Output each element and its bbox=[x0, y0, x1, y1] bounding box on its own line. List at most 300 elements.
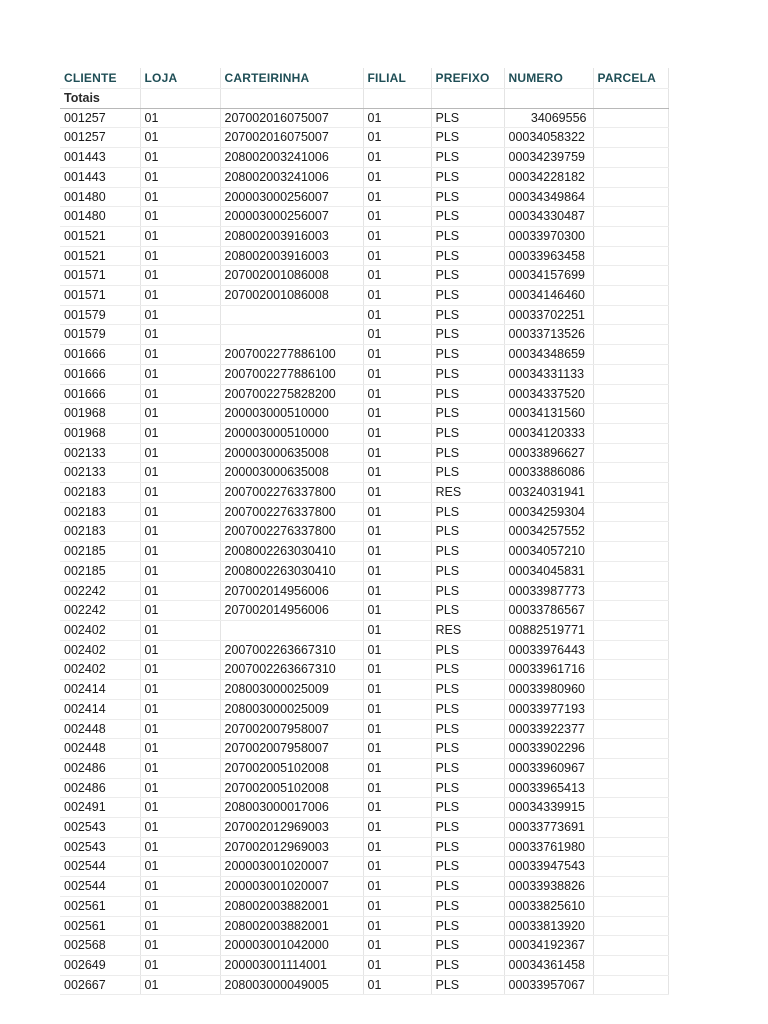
cell-parcela[interactable] bbox=[593, 916, 668, 936]
cell-filial[interactable]: 01 bbox=[363, 916, 431, 936]
cell-numero[interactable]: 00033886086 bbox=[504, 463, 593, 483]
cell-prefixo[interactable]: PLS bbox=[431, 798, 504, 818]
cell-prefixo[interactable]: PLS bbox=[431, 187, 504, 207]
cell-cliente[interactable]: 001571 bbox=[60, 266, 140, 286]
cell-carteirinha[interactable]: 208002003916003 bbox=[220, 226, 363, 246]
cell-carteirinha[interactable]: 2007002276337800 bbox=[220, 522, 363, 542]
cell-cliente[interactable]: 002544 bbox=[60, 877, 140, 897]
cell-loja[interactable]: 01 bbox=[140, 364, 220, 384]
cell-filial[interactable]: 01 bbox=[363, 660, 431, 680]
cell-prefixo[interactable]: PLS bbox=[431, 818, 504, 838]
cell-prefixo[interactable]: PLS bbox=[431, 364, 504, 384]
cell-loja[interactable]: 01 bbox=[140, 266, 220, 286]
cell-loja[interactable]: 01 bbox=[140, 581, 220, 601]
cell-prefixo[interactable]: PLS bbox=[431, 226, 504, 246]
cell-parcela[interactable] bbox=[593, 404, 668, 424]
cell-cliente[interactable]: 001968 bbox=[60, 404, 140, 424]
cell-cliente[interactable]: 002543 bbox=[60, 837, 140, 857]
cell-filial[interactable]: 01 bbox=[363, 699, 431, 719]
cell-loja[interactable]: 01 bbox=[140, 128, 220, 148]
cell-loja[interactable]: 01 bbox=[140, 463, 220, 483]
cell-loja[interactable]: 01 bbox=[140, 896, 220, 916]
cell-parcela[interactable] bbox=[593, 167, 668, 187]
cell-filial[interactable]: 01 bbox=[363, 561, 431, 581]
cell-cliente[interactable]: 001480 bbox=[60, 187, 140, 207]
cell-parcela[interactable] bbox=[593, 226, 668, 246]
cell-filial[interactable]: 01 bbox=[363, 286, 431, 306]
cell-numero[interactable]: 00033987773 bbox=[504, 581, 593, 601]
cell-carteirinha[interactable]: 207002016075007 bbox=[220, 128, 363, 148]
cell-parcela[interactable] bbox=[593, 522, 668, 542]
cell-loja[interactable]: 01 bbox=[140, 916, 220, 936]
cell-numero[interactable]: 34069556 bbox=[504, 108, 593, 128]
cell-parcela[interactable] bbox=[593, 660, 668, 680]
cell-prefixo[interactable]: PLS bbox=[431, 778, 504, 798]
cell-carteirinha[interactable]: 2007002263667310 bbox=[220, 640, 363, 660]
cell-filial[interactable]: 01 bbox=[363, 581, 431, 601]
cell-loja[interactable]: 01 bbox=[140, 108, 220, 128]
cell-loja[interactable]: 01 bbox=[140, 719, 220, 739]
cell-filial[interactable]: 01 bbox=[363, 384, 431, 404]
cell-parcela[interactable] bbox=[593, 364, 668, 384]
cell-carteirinha[interactable]: 200003000510000 bbox=[220, 404, 363, 424]
cell-parcela[interactable] bbox=[593, 581, 668, 601]
cell-prefixo[interactable]: PLS bbox=[431, 404, 504, 424]
cell-loja[interactable]: 01 bbox=[140, 837, 220, 857]
cell-cliente[interactable]: 002543 bbox=[60, 818, 140, 838]
cell-filial[interactable]: 01 bbox=[363, 148, 431, 168]
cell-carteirinha[interactable]: 208002003916003 bbox=[220, 246, 363, 266]
cell-loja[interactable]: 01 bbox=[140, 857, 220, 877]
cell-numero[interactable]: 00034257552 bbox=[504, 522, 593, 542]
cell-loja[interactable]: 01 bbox=[140, 739, 220, 759]
header-carteirinha[interactable]: CARTEIRINHA bbox=[220, 68, 363, 89]
cell-parcela[interactable] bbox=[593, 620, 668, 640]
cell-parcela[interactable] bbox=[593, 325, 668, 345]
cell-cliente[interactable]: 002133 bbox=[60, 463, 140, 483]
cell-carteirinha[interactable]: 207002005102008 bbox=[220, 758, 363, 778]
cell-cliente[interactable]: 002185 bbox=[60, 561, 140, 581]
cell-cliente[interactable]: 002414 bbox=[60, 699, 140, 719]
cell-prefixo[interactable]: PLS bbox=[431, 542, 504, 562]
cell-numero[interactable]: 00034120333 bbox=[504, 423, 593, 443]
cell-loja[interactable]: 01 bbox=[140, 522, 220, 542]
cell-cliente[interactable]: 002561 bbox=[60, 916, 140, 936]
cell-filial[interactable]: 01 bbox=[363, 680, 431, 700]
cell-loja[interactable]: 01 bbox=[140, 167, 220, 187]
cell-loja[interactable]: 01 bbox=[140, 955, 220, 975]
cell-prefixo[interactable]: PLS bbox=[431, 305, 504, 325]
cell-filial[interactable]: 01 bbox=[363, 226, 431, 246]
cell-prefixo[interactable]: PLS bbox=[431, 266, 504, 286]
cell-loja[interactable]: 01 bbox=[140, 483, 220, 503]
cell-cliente[interactable]: 001579 bbox=[60, 325, 140, 345]
cell-prefixo[interactable]: PLS bbox=[431, 325, 504, 345]
cell-carteirinha[interactable]: 208002003882001 bbox=[220, 916, 363, 936]
cell-carteirinha[interactable]: 207002012969003 bbox=[220, 818, 363, 838]
cell-numero[interactable]: 00033813920 bbox=[504, 916, 593, 936]
cell-loja[interactable]: 01 bbox=[140, 325, 220, 345]
cell-parcela[interactable] bbox=[593, 463, 668, 483]
cell-filial[interactable]: 01 bbox=[363, 246, 431, 266]
cell-numero[interactable]: 00034045831 bbox=[504, 561, 593, 581]
cell-filial[interactable]: 01 bbox=[363, 778, 431, 798]
cell-loja[interactable]: 01 bbox=[140, 620, 220, 640]
cell-carteirinha[interactable]: 200003000510000 bbox=[220, 423, 363, 443]
cell-parcela[interactable] bbox=[593, 955, 668, 975]
cell-numero[interactable]: 00034361458 bbox=[504, 955, 593, 975]
cell-numero[interactable]: 00034348659 bbox=[504, 345, 593, 365]
cell-carteirinha[interactable]: 208003000025009 bbox=[220, 680, 363, 700]
cell-loja[interactable]: 01 bbox=[140, 404, 220, 424]
cell-cliente[interactable]: 002402 bbox=[60, 620, 140, 640]
cell-prefixo[interactable]: PLS bbox=[431, 128, 504, 148]
cell-filial[interactable]: 01 bbox=[363, 975, 431, 995]
cell-numero[interactable]: 00882519771 bbox=[504, 620, 593, 640]
cell-cliente[interactable]: 001480 bbox=[60, 207, 140, 227]
cell-parcela[interactable] bbox=[593, 818, 668, 838]
cell-filial[interactable]: 01 bbox=[363, 739, 431, 759]
cell-carteirinha[interactable]: 207002007958007 bbox=[220, 719, 363, 739]
cell-loja[interactable]: 01 bbox=[140, 818, 220, 838]
cell-loja[interactable]: 01 bbox=[140, 187, 220, 207]
cell-parcela[interactable] bbox=[593, 640, 668, 660]
cell-cliente[interactable]: 001521 bbox=[60, 246, 140, 266]
cell-loja[interactable]: 01 bbox=[140, 305, 220, 325]
cell-loja[interactable]: 01 bbox=[140, 975, 220, 995]
cell-carteirinha[interactable]: 207002001086008 bbox=[220, 286, 363, 306]
cell-parcela[interactable] bbox=[593, 601, 668, 621]
cell-parcela[interactable] bbox=[593, 877, 668, 897]
cell-prefixo[interactable]: PLS bbox=[431, 286, 504, 306]
cell-prefixo[interactable]: PLS bbox=[431, 975, 504, 995]
cell-parcela[interactable] bbox=[593, 561, 668, 581]
cell-numero[interactable]: 00034192367 bbox=[504, 936, 593, 956]
cell-numero[interactable]: 00034146460 bbox=[504, 286, 593, 306]
cell-carteirinha[interactable]: 200003001020007 bbox=[220, 877, 363, 897]
cell-numero[interactable]: 00034157699 bbox=[504, 266, 593, 286]
cell-numero[interactable]: 00034131560 bbox=[504, 404, 593, 424]
header-parcela[interactable]: PARCELA bbox=[593, 68, 668, 89]
cell-parcela[interactable] bbox=[593, 936, 668, 956]
cell-carteirinha[interactable]: 208003000049005 bbox=[220, 975, 363, 995]
cell-loja[interactable]: 01 bbox=[140, 443, 220, 463]
cell-cliente[interactable]: 002133 bbox=[60, 443, 140, 463]
cell-cliente[interactable]: 002486 bbox=[60, 758, 140, 778]
cell-prefixo[interactable]: PLS bbox=[431, 660, 504, 680]
cell-parcela[interactable] bbox=[593, 443, 668, 463]
cell-cliente[interactable]: 001257 bbox=[60, 108, 140, 128]
cell-loja[interactable]: 01 bbox=[140, 384, 220, 404]
cell-parcela[interactable] bbox=[593, 128, 668, 148]
cell-carteirinha[interactable]: 208003000025009 bbox=[220, 699, 363, 719]
cell-parcela[interactable] bbox=[593, 187, 668, 207]
cell-parcela[interactable] bbox=[593, 502, 668, 522]
cell-filial[interactable]: 01 bbox=[363, 187, 431, 207]
cell-numero[interactable]: 00034349864 bbox=[504, 187, 593, 207]
cell-carteirinha[interactable]: 2007002277886100 bbox=[220, 345, 363, 365]
cell-cliente[interactable]: 002448 bbox=[60, 719, 140, 739]
cell-loja[interactable]: 01 bbox=[140, 601, 220, 621]
cell-loja[interactable]: 01 bbox=[140, 798, 220, 818]
cell-filial[interactable]: 01 bbox=[363, 798, 431, 818]
cell-prefixo[interactable]: PLS bbox=[431, 896, 504, 916]
cell-filial[interactable]: 01 bbox=[363, 207, 431, 227]
cell-loja[interactable]: 01 bbox=[140, 877, 220, 897]
cell-numero[interactable]: 00033702251 bbox=[504, 305, 593, 325]
cell-carteirinha[interactable]: 208002003241006 bbox=[220, 167, 363, 187]
cell-parcela[interactable] bbox=[593, 542, 668, 562]
cell-loja[interactable]: 01 bbox=[140, 345, 220, 365]
cell-filial[interactable]: 01 bbox=[363, 955, 431, 975]
cell-cliente[interactable]: 001666 bbox=[60, 364, 140, 384]
cell-carteirinha[interactable]: 208002003241006 bbox=[220, 148, 363, 168]
table-cell[interactable] bbox=[431, 89, 504, 109]
cell-prefixo[interactable]: PLS bbox=[431, 699, 504, 719]
cell-filial[interactable]: 01 bbox=[363, 719, 431, 739]
cell-parcela[interactable] bbox=[593, 423, 668, 443]
cell-loja[interactable]: 01 bbox=[140, 758, 220, 778]
cell-cliente[interactable]: 002414 bbox=[60, 680, 140, 700]
cell-loja[interactable]: 01 bbox=[140, 148, 220, 168]
cell-numero[interactable]: 00034259304 bbox=[504, 502, 593, 522]
cell-parcela[interactable] bbox=[593, 207, 668, 227]
cell-loja[interactable]: 01 bbox=[140, 699, 220, 719]
cell-carteirinha[interactable]: 2008002263030410 bbox=[220, 561, 363, 581]
cell-filial[interactable]: 01 bbox=[363, 167, 431, 187]
cell-filial[interactable]: 01 bbox=[363, 463, 431, 483]
cell-prefixo[interactable]: PLS bbox=[431, 739, 504, 759]
cell-filial[interactable]: 01 bbox=[363, 108, 431, 128]
cell-parcela[interactable] bbox=[593, 896, 668, 916]
cell-filial[interactable]: 01 bbox=[363, 345, 431, 365]
cell-filial[interactable]: 01 bbox=[363, 364, 431, 384]
cell-prefixo[interactable]: PLS bbox=[431, 207, 504, 227]
cell-carteirinha[interactable]: 207002012969003 bbox=[220, 837, 363, 857]
cell-prefixo[interactable]: PLS bbox=[431, 601, 504, 621]
cell-prefixo[interactable]: PLS bbox=[431, 877, 504, 897]
cell-parcela[interactable] bbox=[593, 758, 668, 778]
cell-carteirinha[interactable]: 207002014956006 bbox=[220, 601, 363, 621]
cell-carteirinha[interactable]: 207002001086008 bbox=[220, 266, 363, 286]
cell-numero[interactable]: 00033961716 bbox=[504, 660, 593, 680]
cell-loja[interactable]: 01 bbox=[140, 226, 220, 246]
cell-cliente[interactable]: 002183 bbox=[60, 502, 140, 522]
cell-numero[interactable]: 00033963458 bbox=[504, 246, 593, 266]
cell-parcela[interactable] bbox=[593, 108, 668, 128]
cell-numero[interactable]: 00034339915 bbox=[504, 798, 593, 818]
cell-filial[interactable]: 01 bbox=[363, 502, 431, 522]
cell-parcela[interactable] bbox=[593, 680, 668, 700]
cell-cliente[interactable]: 002649 bbox=[60, 955, 140, 975]
cell-prefixo[interactable]: PLS bbox=[431, 640, 504, 660]
cell-numero[interactable]: 00033902296 bbox=[504, 739, 593, 759]
cell-cliente[interactable]: 001968 bbox=[60, 423, 140, 443]
table-cell[interactable] bbox=[504, 89, 593, 109]
cell-cliente[interactable]: 002561 bbox=[60, 896, 140, 916]
cell-carteirinha[interactable]: 2008002263030410 bbox=[220, 542, 363, 562]
cell-numero[interactable]: 00033970300 bbox=[504, 226, 593, 246]
cell-parcela[interactable] bbox=[593, 778, 668, 798]
cell-filial[interactable]: 01 bbox=[363, 483, 431, 503]
cell-prefixo[interactable]: PLS bbox=[431, 758, 504, 778]
cell-parcela[interactable] bbox=[593, 483, 668, 503]
cell-parcela[interactable] bbox=[593, 798, 668, 818]
cell-numero[interactable]: 00034058322 bbox=[504, 128, 593, 148]
cell-cliente[interactable]: 002185 bbox=[60, 542, 140, 562]
cell-prefixo[interactable]: PLS bbox=[431, 463, 504, 483]
cell-cliente[interactable]: 002667 bbox=[60, 975, 140, 995]
cell-prefixo[interactable]: PLS bbox=[431, 522, 504, 542]
cell-filial[interactable]: 01 bbox=[363, 620, 431, 640]
cell-numero[interactable]: 00033773691 bbox=[504, 818, 593, 838]
cell-carteirinha[interactable]: 207002016075007 bbox=[220, 108, 363, 128]
header-numero[interactable]: NUMERO bbox=[504, 68, 593, 89]
cell-numero[interactable]: 00033980960 bbox=[504, 680, 593, 700]
cell-parcela[interactable] bbox=[593, 857, 668, 877]
cell-filial[interactable]: 01 bbox=[363, 818, 431, 838]
header-prefixo[interactable]: PREFIXO bbox=[431, 68, 504, 89]
cell-carteirinha[interactable]: 208003000017006 bbox=[220, 798, 363, 818]
cell-cliente[interactable]: 001443 bbox=[60, 148, 140, 168]
cell-carteirinha[interactable] bbox=[220, 305, 363, 325]
cell-numero[interactable]: 00033761980 bbox=[504, 837, 593, 857]
cell-numero[interactable]: 00033938826 bbox=[504, 877, 593, 897]
cell-carteirinha[interactable]: 2007002275828200 bbox=[220, 384, 363, 404]
cell-filial[interactable]: 01 bbox=[363, 837, 431, 857]
table-cell[interactable] bbox=[220, 89, 363, 109]
cell-parcela[interactable] bbox=[593, 384, 668, 404]
cell-filial[interactable]: 01 bbox=[363, 423, 431, 443]
cell-cliente[interactable]: 002242 bbox=[60, 601, 140, 621]
cell-filial[interactable]: 01 bbox=[363, 443, 431, 463]
cell-parcela[interactable] bbox=[593, 266, 668, 286]
cell-carteirinha[interactable]: 200003000256007 bbox=[220, 207, 363, 227]
cell-prefixo[interactable]: PLS bbox=[431, 561, 504, 581]
cell-loja[interactable]: 01 bbox=[140, 286, 220, 306]
cell-cliente[interactable]: 001521 bbox=[60, 226, 140, 246]
cell-carteirinha[interactable] bbox=[220, 620, 363, 640]
cell-numero[interactable]: 00033947543 bbox=[504, 857, 593, 877]
cell-carteirinha[interactable]: 200003000256007 bbox=[220, 187, 363, 207]
cell-cliente[interactable]: 002448 bbox=[60, 739, 140, 759]
cell-carteirinha[interactable]: 2007002276337800 bbox=[220, 502, 363, 522]
cell-loja[interactable]: 01 bbox=[140, 640, 220, 660]
cell-cliente[interactable]: 001579 bbox=[60, 305, 140, 325]
cell-prefixo[interactable]: PLS bbox=[431, 502, 504, 522]
cell-cliente[interactable]: 001666 bbox=[60, 345, 140, 365]
cell-cliente[interactable]: 002402 bbox=[60, 660, 140, 680]
cell-parcela[interactable] bbox=[593, 739, 668, 759]
cell-parcela[interactable] bbox=[593, 305, 668, 325]
cell-filial[interactable]: 01 bbox=[363, 266, 431, 286]
cell-parcela[interactable] bbox=[593, 699, 668, 719]
cell-cliente[interactable]: 002183 bbox=[60, 522, 140, 542]
cell-prefixo[interactable]: PLS bbox=[431, 955, 504, 975]
cell-numero[interactable]: 00034337520 bbox=[504, 384, 593, 404]
cell-parcela[interactable] bbox=[593, 148, 668, 168]
cell-filial[interactable]: 01 bbox=[363, 758, 431, 778]
cell-carteirinha[interactable]: 2007002277886100 bbox=[220, 364, 363, 384]
cell-carteirinha[interactable]: 200003000635008 bbox=[220, 443, 363, 463]
cell-prefixo[interactable]: PLS bbox=[431, 345, 504, 365]
cell-prefixo[interactable]: RES bbox=[431, 483, 504, 503]
cell-prefixo[interactable]: PLS bbox=[431, 916, 504, 936]
table-cell[interactable] bbox=[593, 89, 668, 109]
cell-prefixo[interactable]: PLS bbox=[431, 680, 504, 700]
cell-loja[interactable]: 01 bbox=[140, 936, 220, 956]
cell-carteirinha[interactable]: 200003001020007 bbox=[220, 857, 363, 877]
cell-filial[interactable]: 01 bbox=[363, 601, 431, 621]
cell-prefixo[interactable]: PLS bbox=[431, 581, 504, 601]
cell-cliente[interactable]: 002242 bbox=[60, 581, 140, 601]
cell-parcela[interactable] bbox=[593, 719, 668, 739]
header-loja[interactable]: LOJA bbox=[140, 68, 220, 89]
cell-filial[interactable]: 01 bbox=[363, 128, 431, 148]
cell-numero[interactable]: 00033960967 bbox=[504, 758, 593, 778]
cell-filial[interactable]: 01 bbox=[363, 896, 431, 916]
cell-carteirinha[interactable]: 200003000635008 bbox=[220, 463, 363, 483]
cell-loja[interactable]: 01 bbox=[140, 246, 220, 266]
cell-loja[interactable]: 01 bbox=[140, 207, 220, 227]
cell-loja[interactable]: 01 bbox=[140, 680, 220, 700]
table-cell[interactable] bbox=[140, 89, 220, 109]
cell-numero[interactable]: 00034228182 bbox=[504, 167, 593, 187]
header-cliente[interactable]: CLIENTE bbox=[60, 68, 140, 89]
cell-numero[interactable]: 00033825610 bbox=[504, 896, 593, 916]
cell-filial[interactable]: 01 bbox=[363, 404, 431, 424]
cell-numero[interactable]: 00034330487 bbox=[504, 207, 593, 227]
cell-loja[interactable]: 01 bbox=[140, 778, 220, 798]
cell-cliente[interactable]: 002402 bbox=[60, 640, 140, 660]
cell-numero[interactable]: 00034331133 bbox=[504, 364, 593, 384]
cell-filial[interactable]: 01 bbox=[363, 305, 431, 325]
cell-prefixo[interactable]: PLS bbox=[431, 148, 504, 168]
cell-numero[interactable]: 00033965413 bbox=[504, 778, 593, 798]
cell-loja[interactable]: 01 bbox=[140, 423, 220, 443]
cell-numero[interactable]: 00033786567 bbox=[504, 601, 593, 621]
cell-numero[interactable]: 00033896627 bbox=[504, 443, 593, 463]
totals-label[interactable]: Totais bbox=[60, 89, 140, 109]
cell-loja[interactable]: 01 bbox=[140, 561, 220, 581]
cell-numero[interactable]: 00033976443 bbox=[504, 640, 593, 660]
cell-filial[interactable]: 01 bbox=[363, 325, 431, 345]
cell-prefixo[interactable]: PLS bbox=[431, 423, 504, 443]
cell-prefixo[interactable]: PLS bbox=[431, 246, 504, 266]
cell-cliente[interactable]: 002491 bbox=[60, 798, 140, 818]
cell-prefixo[interactable]: PLS bbox=[431, 443, 504, 463]
header-filial[interactable]: FILIAL bbox=[363, 68, 431, 89]
cell-carteirinha[interactable]: 2007002276337800 bbox=[220, 483, 363, 503]
cell-cliente[interactable]: 002568 bbox=[60, 936, 140, 956]
table-cell[interactable] bbox=[363, 89, 431, 109]
cell-prefixo[interactable]: PLS bbox=[431, 857, 504, 877]
cell-carteirinha[interactable]: 200003001114001 bbox=[220, 955, 363, 975]
cell-parcela[interactable] bbox=[593, 975, 668, 995]
cell-filial[interactable]: 01 bbox=[363, 522, 431, 542]
cell-carteirinha[interactable]: 207002005102008 bbox=[220, 778, 363, 798]
cell-cliente[interactable]: 002544 bbox=[60, 857, 140, 877]
cell-prefixo[interactable]: PLS bbox=[431, 719, 504, 739]
cell-numero[interactable]: 00034057210 bbox=[504, 542, 593, 562]
cell-carteirinha[interactable]: 200003001042000 bbox=[220, 936, 363, 956]
cell-filial[interactable]: 01 bbox=[363, 857, 431, 877]
cell-prefixo[interactable]: PLS bbox=[431, 384, 504, 404]
cell-prefixo[interactable]: PLS bbox=[431, 837, 504, 857]
cell-cliente[interactable]: 002486 bbox=[60, 778, 140, 798]
cell-loja[interactable]: 01 bbox=[140, 660, 220, 680]
cell-parcela[interactable] bbox=[593, 837, 668, 857]
